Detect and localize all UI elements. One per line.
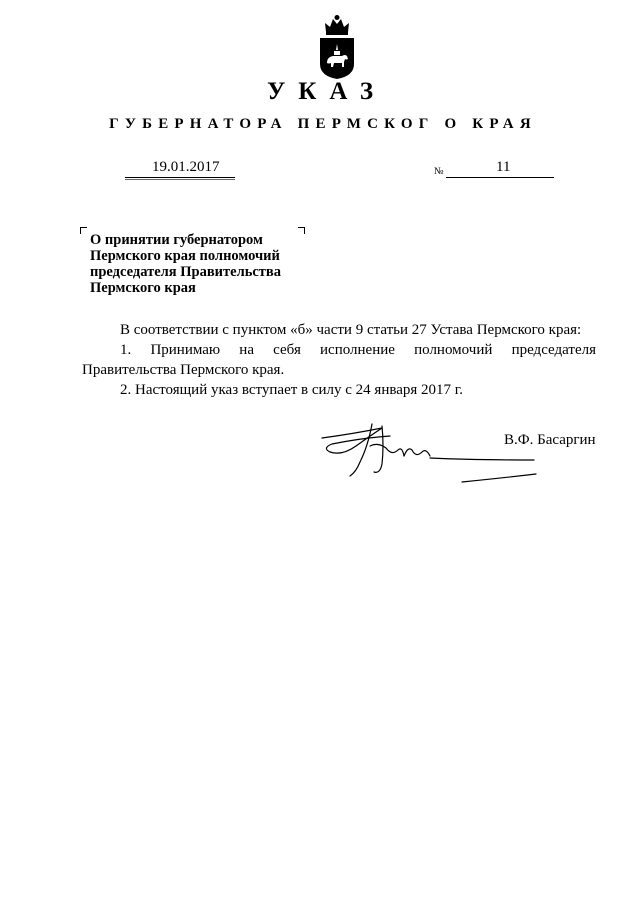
subject-line: Пермского края <box>90 280 196 296</box>
body-paragraph: В соответствии с пунктом «б» части 9 статьи 27 Устава Пермского края: <box>120 322 582 338</box>
subject-line: Пермского края полномочий <box>90 248 280 264</box>
subject-line: председателя Правительства <box>90 264 282 280</box>
body-paragraph: 1. Принимаю на себя исполнение полномочий председателя Правительства Пермского края. <box>82 342 596 378</box>
number-label: № <box>434 166 444 177</box>
document-number: 11 <box>496 159 511 175</box>
subject-line: О принятии губернатором <box>90 232 263 248</box>
document-title: УКАЗ <box>266 78 387 105</box>
subject-block <box>90 232 310 296</box>
handwritten-signature <box>312 416 540 488</box>
date-underline <box>125 177 235 178</box>
coat-of-arms-icon <box>314 14 360 80</box>
signer-name: В.Ф. Басаргин <box>504 432 596 448</box>
body-paragraph: 2. Настоящий указ вступает в силу с 24 января 2017 г. <box>120 382 464 398</box>
document-subtitle: ГУБЕРНАТОРА ПЕРМСКОГ О КРАЯ <box>109 116 537 132</box>
date-underline-secondary <box>125 179 235 180</box>
subject-corner-left <box>80 227 87 234</box>
number-underline <box>446 177 554 178</box>
document-date: 19.01.2017 <box>152 159 220 175</box>
